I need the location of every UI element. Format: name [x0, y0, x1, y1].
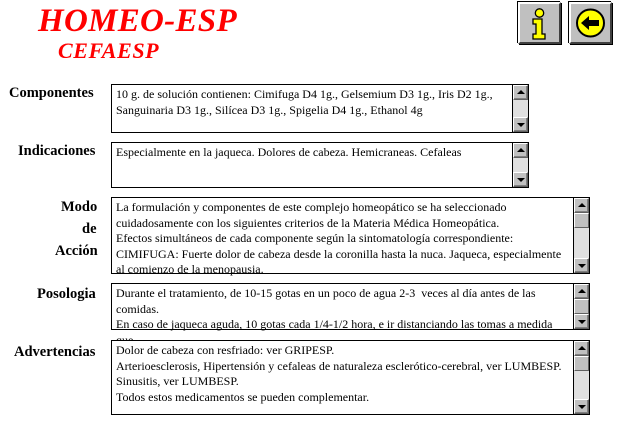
advertencias-scrollbar[interactable] — [573, 341, 589, 414]
modo-label: Modo — [61, 199, 98, 215]
back-arrow-icon — [571, 4, 610, 42]
scroll-up-icon[interactable] — [513, 143, 528, 158]
modo-accion-text: La formulación y componentes de este complejo homeopático se ha seleccionado cuidadosamente con los siguientes criterios de la Materia Médica Homeopática. Efectos simultáneos de cada componente según la sintomatología correspondiente: CIMIFUGA: Fuerte dolor de cabeza desde la coronilla hasta la nuca. Jaqueca, especialmente al comienzo de la menopausia. — [116, 200, 562, 276]
scroll-down-icon[interactable] — [574, 314, 589, 329]
posologia-scrollbar[interactable] — [573, 284, 589, 329]
indicaciones-textarea[interactable] — [111, 142, 529, 188]
modo-accion-textarea[interactable] — [111, 197, 590, 274]
advertencias-text: Dolor de cabeza con resfriado: ver GRIPESP. Arterioesclerosis, Hipertensión y cefaleas de naturaleza esclerótico-cerebral, ver LUMBESP. Sinusitis, ver LUMBESP. Todos estos medicamentos se pueden complementar. — [116, 343, 562, 404]
scroll-up-icon[interactable] — [574, 198, 589, 213]
scroll-down-icon[interactable] — [574, 258, 589, 273]
posologia-text: Durante el tratamiento, de 10-15 gotas en un poco de agua 2-3 veces al día antes de las comidas. En caso de jaqueca aguda, 10 gotas cada 1/4-1/2 hora, e ir distanciando las tomas a medida — [116, 286, 553, 331]
de-label: de — [82, 221, 97, 237]
componentes-label: Componentes — [9, 85, 94, 101]
info-icon — [520, 4, 559, 42]
scroll-thumb[interactable] — [574, 299, 589, 314]
back-button[interactable] — [569, 2, 612, 44]
scroll-thumb[interactable] — [574, 356, 589, 371]
componentes-textarea[interactable] — [111, 84, 529, 133]
scroll-down-icon[interactable] — [574, 399, 589, 414]
componentes-text: 10 g. de solución contienen: Cimifuga D4 1g., Gelsemium D3 1g., Iris D2 1g., Sanguinaria D3 1g., Silícea D3 1g., Spigelia D4 1g., Ethanol 4g — [116, 87, 496, 117]
indicaciones-label: Indicaciones — [18, 143, 96, 159]
scroll-up-icon[interactable] — [574, 284, 589, 299]
scroll-thumb[interactable] — [574, 213, 589, 228]
product-name: CEFAESP — [58, 38, 160, 63]
modo-accion-scrollbar[interactable] — [573, 198, 589, 273]
componentes-scrollbar[interactable] — [512, 85, 528, 132]
posologia-textarea[interactable] — [111, 283, 590, 330]
indicaciones-scrollbar[interactable] — [512, 143, 528, 187]
app-title: HOMEO-ESP — [38, 3, 237, 39]
advertencias-textarea[interactable] — [111, 340, 590, 415]
posologia-label: Posologia — [37, 286, 96, 302]
advertencias-label: Advertencias — [14, 344, 96, 360]
indicaciones-text: Especialmente en la jaqueca. Dolores de cabeza. Hemicraneas. Cefaleas — [116, 145, 462, 159]
scroll-down-icon[interactable] — [513, 117, 528, 132]
scroll-down-icon[interactable] — [513, 172, 528, 187]
accion-label: Acción — [55, 243, 98, 259]
info-button[interactable] — [518, 2, 561, 44]
scroll-up-icon[interactable] — [574, 341, 589, 356]
scroll-up-icon[interactable] — [513, 85, 528, 100]
